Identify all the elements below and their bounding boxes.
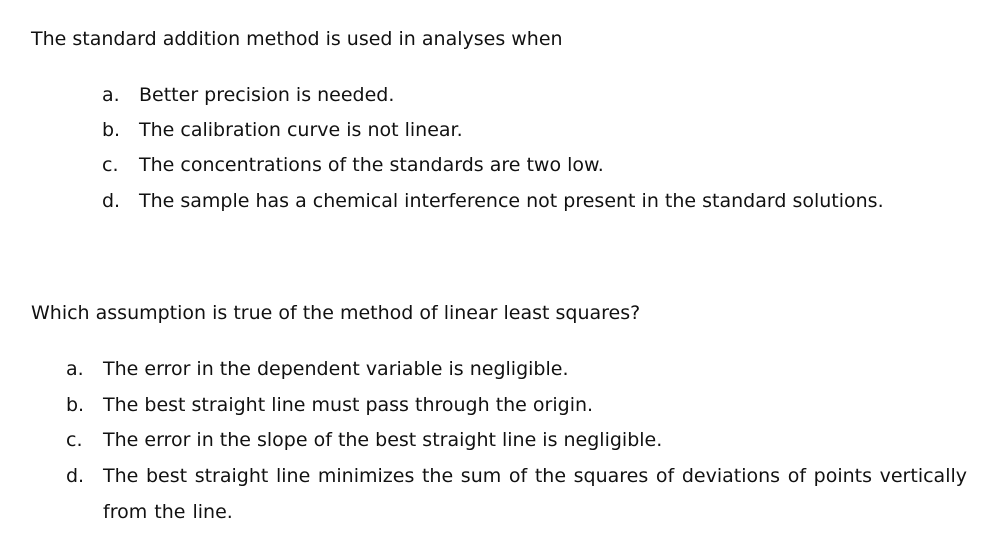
- question-1-prompt: The standard addition method is used in analyses when: [31, 28, 563, 50]
- question-2-option-c: [66, 428, 976, 452]
- question-2-option-b: [66, 393, 976, 417]
- question-2-option-d: [66, 464, 976, 536]
- option-text: The error in the slope of the best straight line is negligible.: [103, 429, 663, 451]
- option-letter: b.: [102, 119, 121, 141]
- option-text: The sample has a chemical interference not present in the standard solutions.: [139, 190, 884, 212]
- option-text: The best straight line minimizes the sum of the squares of deviations of points vertically from the line.: [103, 465, 967, 523]
- option-letter: d.: [102, 190, 121, 212]
- question-1-option-b: [102, 118, 982, 142]
- option-letter: c.: [66, 429, 83, 451]
- option-letter: a.: [102, 84, 120, 106]
- question-1-option-c: [102, 153, 982, 177]
- option-text: The error in the dependent variable is negligible.: [103, 358, 569, 380]
- question-2-prompt: Which assumption is true of the method of linear least squares?: [31, 302, 641, 324]
- option-letter: b.: [66, 394, 85, 416]
- option-letter: c.: [102, 154, 119, 176]
- option-text: The calibration curve is not linear.: [139, 119, 463, 141]
- option-text: Better precision is needed.: [139, 84, 395, 106]
- option-letter: d.: [66, 465, 85, 487]
- option-text: The concentrations of the standards are two low.: [139, 154, 604, 176]
- option-text: The best straight line must pass through the origin.: [103, 394, 594, 416]
- question-1-option-d: [102, 189, 982, 213]
- question-2-option-a: [66, 357, 976, 381]
- option-letter: a.: [66, 358, 84, 380]
- question-1-option-a: [102, 83, 982, 107]
